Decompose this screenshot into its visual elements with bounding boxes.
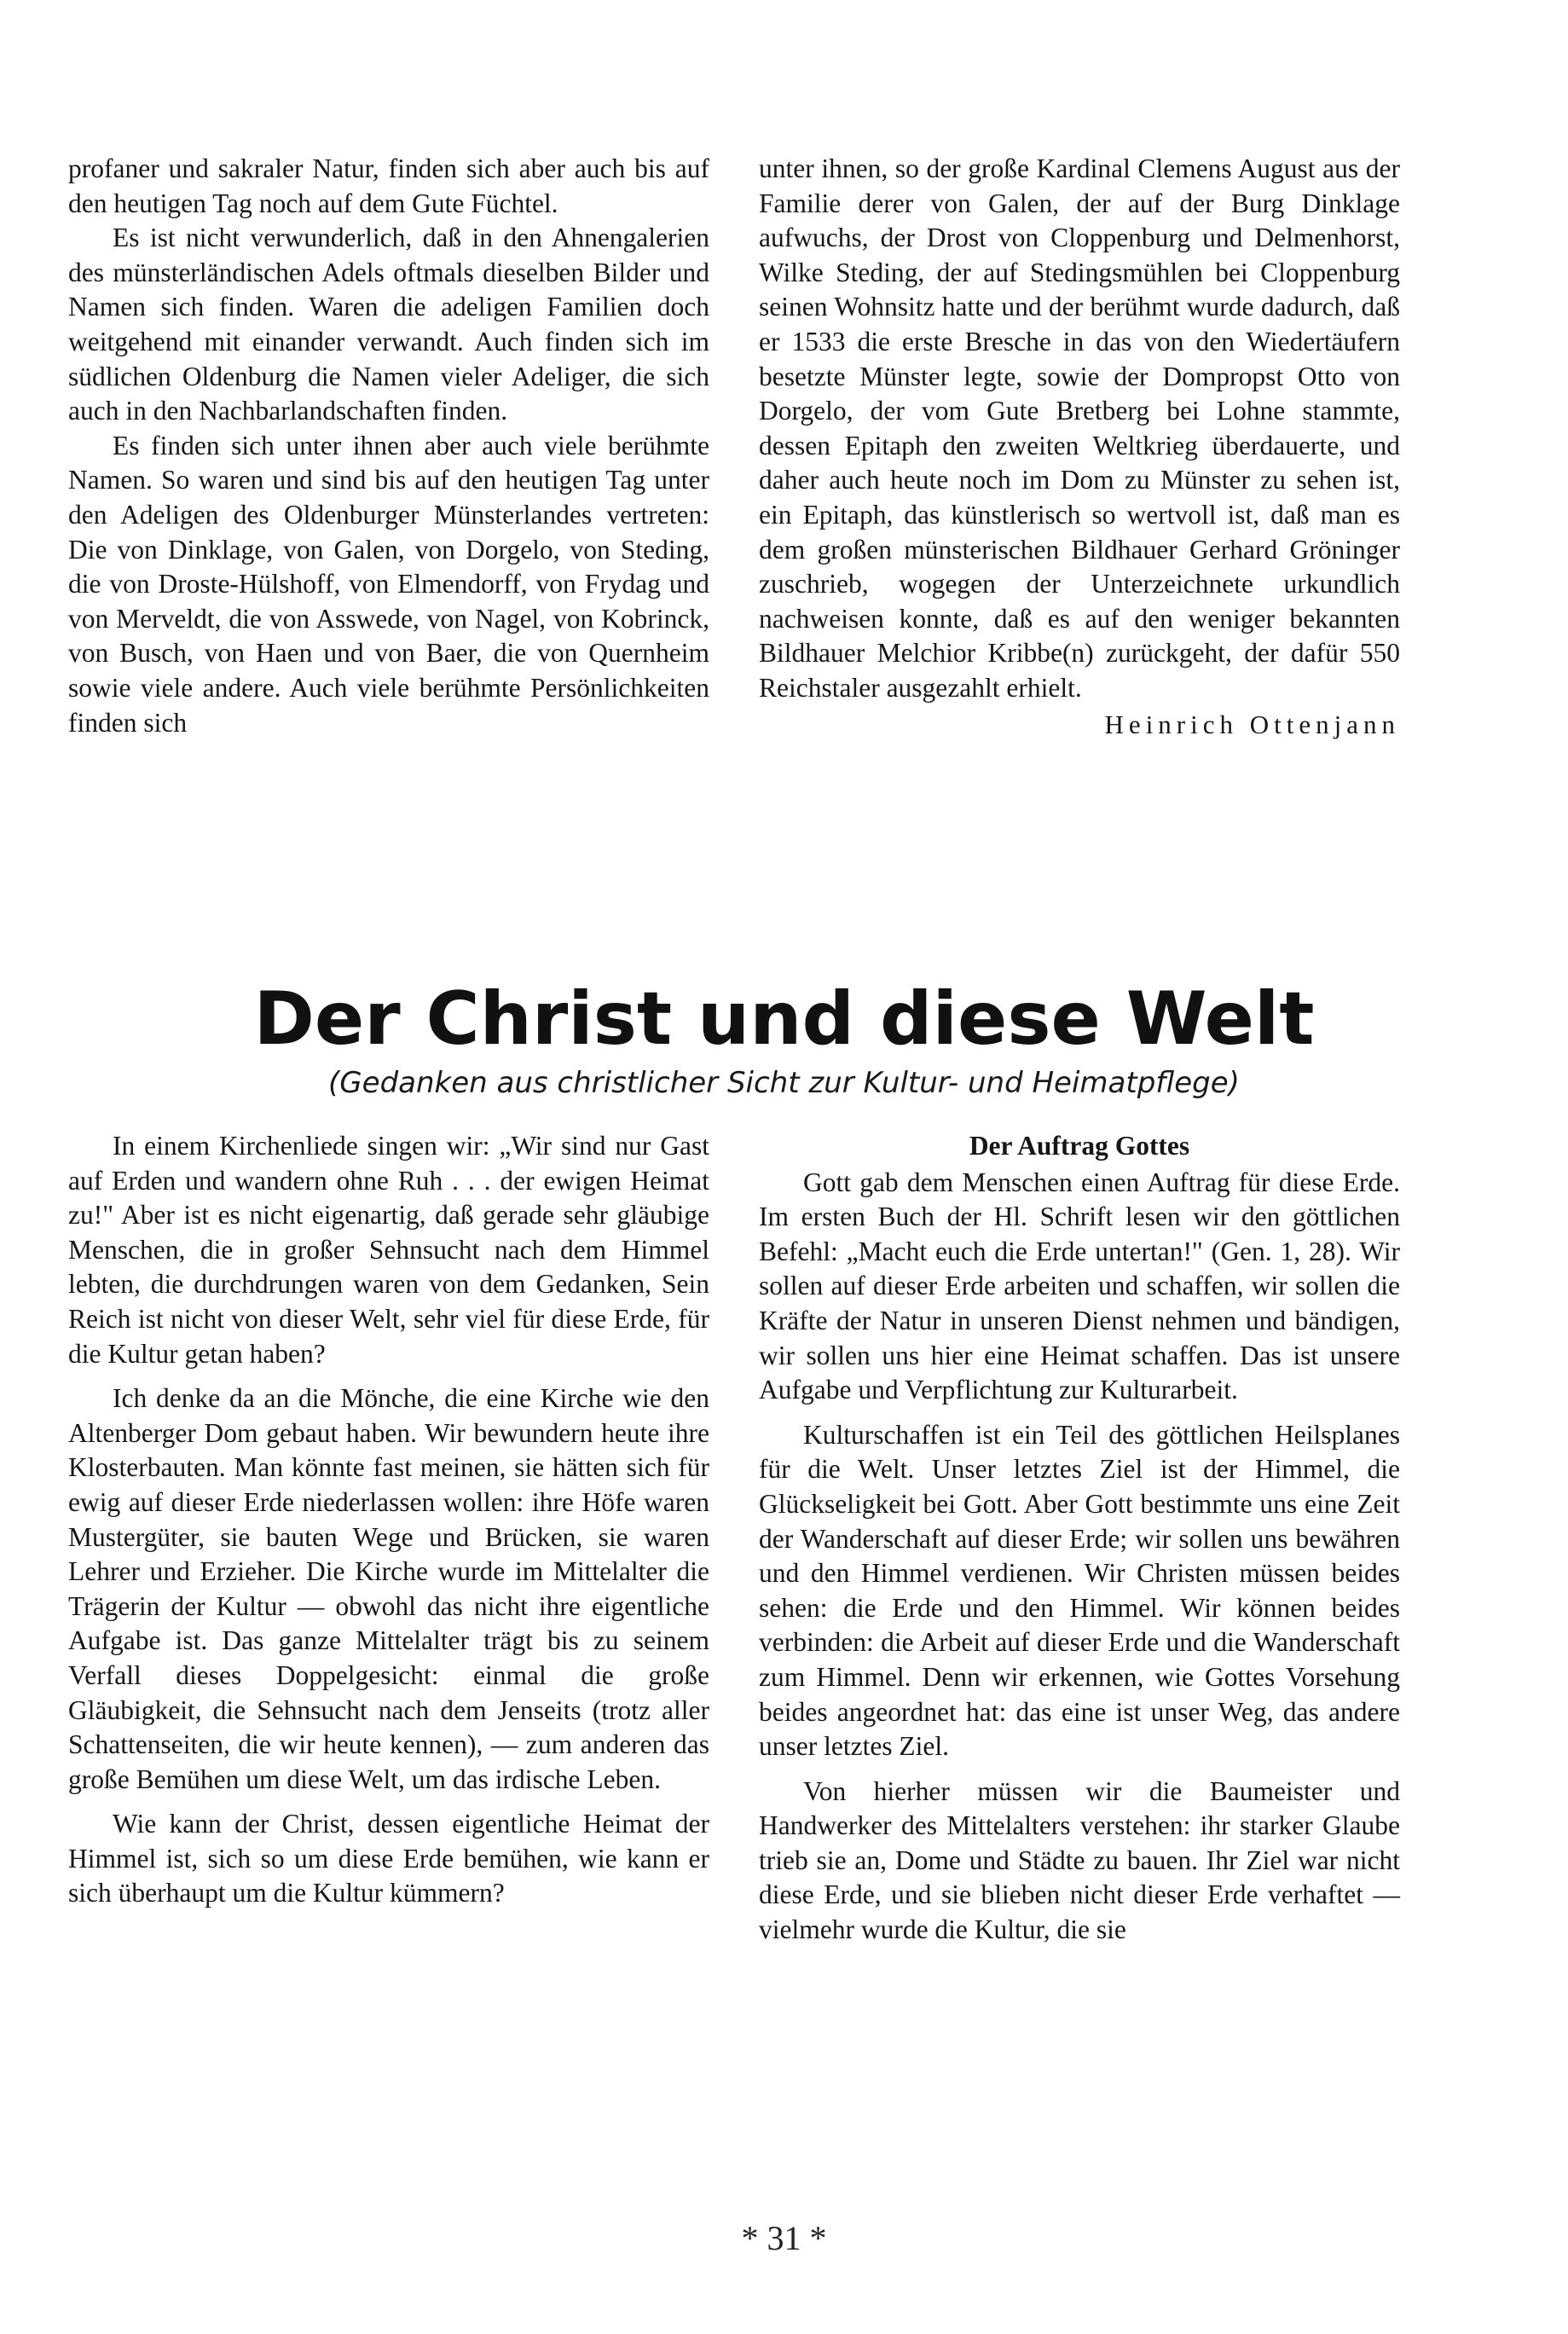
top-right-column	[759, 152, 1400, 742]
article-subtitle: (Gedanken aus christlicher Sicht zur Kultur- und Heimatpflege)	[328, 1066, 1240, 1100]
page-number: * 31 *	[741, 2219, 827, 2257]
paragraph: Es finden sich unter ihnen aber auch viele berühmte Namen. So waren und sind bis auf den heutigen Tag unter den Adeligen des Oldenburger Münsterlandes vertreten: Die von Dinklage, von Galen, von Dorgelo, von Steding, die von Droste-Hülshoff, von Elmendorff, von Frydag und von Merveldt, die von Asswede, von Nagel, von Kobrinck, von Busch, von Haen und von Baer, die von Quernheim sowie viele andere. Auch viele berühmte Persönlichkeiten finden sich	[68, 430, 709, 738]
article-title: Der Christ und diese Welt	[253, 976, 1315, 1062]
bottom-left-column	[68, 1129, 709, 1911]
paragraph: Ich denke da an die Mönche, die eine Kirche wie den Altenberger Dom gebaut haben. Wir bewundern heute ihre Klosterbauten. Man könnte fast meinen, sie hätten sich für ewig auf dieser Erde niederlassen wollen: ihre Höfe waren Mustergüter, sie bauten Wege und Brücken, sie waren Lehrer und Erzieher. Die Kirche wurde im Mittelalter die Trägerin der Kultur — obwohl das nicht ihre eigentliche Aufgabe ist. Das ganze Mittelalter trägt bis zu seinem Verfall dieses Doppelgesicht: einmal die große Gläubigkeit, die Sehnsucht nach dem Jenseits (trotz aller Schattenseiten, die wir heute kennen), — zum anderen das große Bemühen um diese Welt, um das irdische Leben.	[68, 1383, 709, 1794]
paragraph: Von hierher müssen wir die Baumeister und Handwerker des Mittelalters verstehen: ihr starker Glaube trieb sie an, Dome und Städte zu bauen. Ihr Ziel war nicht diese Erde, und sie blieben nicht dieser Erde verhaftet — vielmehr wurde die Kultur, die sie	[759, 1775, 1400, 1945]
section-heading: Der Auftrag Gottes	[969, 1131, 1190, 1161]
paragraph: Gott gab dem Menschen einen Auftrag für diese Erde. Im ersten Buch der Hl. Schrift lesen wir den göttlichen Befehl: „Macht euch die Erde untertan!" (Gen. 1, 28). Wir sollen auf dieser Erde arbeiten und schaffen, wir sollen die Kräfte der Natur in unseren Dienst nehmen und bändigen, wir sollen uns hier eine Heimat schaffen. Das ist unsere Aufgabe und Verpflichtung zur Kulturarbeit.	[759, 1167, 1400, 1405]
paragraph: profaner und sakraler Natur, finden sich aber auch bis auf den heutigen Tag noch auf dem Gute Füchtel.	[68, 153, 709, 218]
paragraph: Wie kann der Christ, dessen eigentliche Heimat der Himmel ist, sich so um diese Erde bemühen, wie kann er sich überhaupt um die Kultur kümmern?	[68, 1809, 709, 1908]
paragraph: Es ist nicht verwunderlich, daß in den Ahnengalerien des münsterländischen Adels oftmals dieselben Bilder und Namen sich finden. Waren die adeligen Familien doch weitgehend mit einander verwandt. Auch finden sich im südlichen Oldenburg die Namen vieler Adeliger, die sich auch in den Nachbarlandschaften finden.	[68, 223, 709, 426]
paragraph: In einem Kirchenliede singen wir: „Wir sind nur Gast auf Erden und wandern ohne Ruh . . . der ewigen Heimat zu!" Aber ist es nicht eigenartig, daß gerade sehr gläubige Menschen, die in großer Sehnsucht nach dem Himmel lebten, die durchdrungen waren von dem Gedanken, Sein Reich ist nicht von dieser Welt, sehr viel für diese Erde, für die Kultur getan haben?	[68, 1131, 709, 1369]
bottom-right-column	[759, 1129, 1400, 1948]
author-signature: Heinrich Ottenjann	[1104, 709, 1400, 739]
paragraph: Kulturschaffen ist ein Teil des göttlichen Heilsplanes für die Welt. Unser letztes Ziel ist der Himmel, die Glückseligkeit bei Gott. Aber Gott bestimmte uns eine Zeit der Wanderschaft auf dieser Erde; wir sollen uns bewähren und den Himmel verdienen. Wir Christen müssen beides sehen: die Erde und den Himmel. Wir können beides verbinden: die Arbeit auf dieser Erde und die Wanderschaft zum Himmel. Denn wir erkennen, wie Gottes Vorsehung beides angeordnet hat: das eine ist unser Weg, das andere unser letztes Ziel.	[759, 1419, 1400, 1762]
top-left-column	[68, 152, 709, 740]
paragraph: unter ihnen, so der große Kardinal Clemens August aus der Familie derer von Galen, der auf der Burg Dinklage aufwuchs, der Drost von Cloppenburg und Delmenhorst, Wilke Steding, der auf Stedingsmühlen bei Cloppenburg seinen Wohnsitz hatte und der berühmt wurde dadurch, daß er 1533 die erste Bresche in das von den Wiedertäufern besetzte Münster legte, sowie der Dompropst Otto von Dorgelo, der vom Gute Bretberg bei Lohne stammte, dessen Epitaph den zweiten Weltkrieg überdauerte, und daher auch heute noch im Dom zu Münster zu sehen ist, ein Epitaph, das künstlerisch so wertvoll ist, daß man es dem großen münsterischen Bildhauer Gerhard Gröninger zuschrieb, wogegen der Unterzeichnete urkundlich nachweisen konnte, daß es auf den weniger bekannten Bildhauer Melchior Kribbe(n) zurückgeht, der dafür 550 Reichstaler ausgezahlt erhielt.	[759, 153, 1400, 703]
